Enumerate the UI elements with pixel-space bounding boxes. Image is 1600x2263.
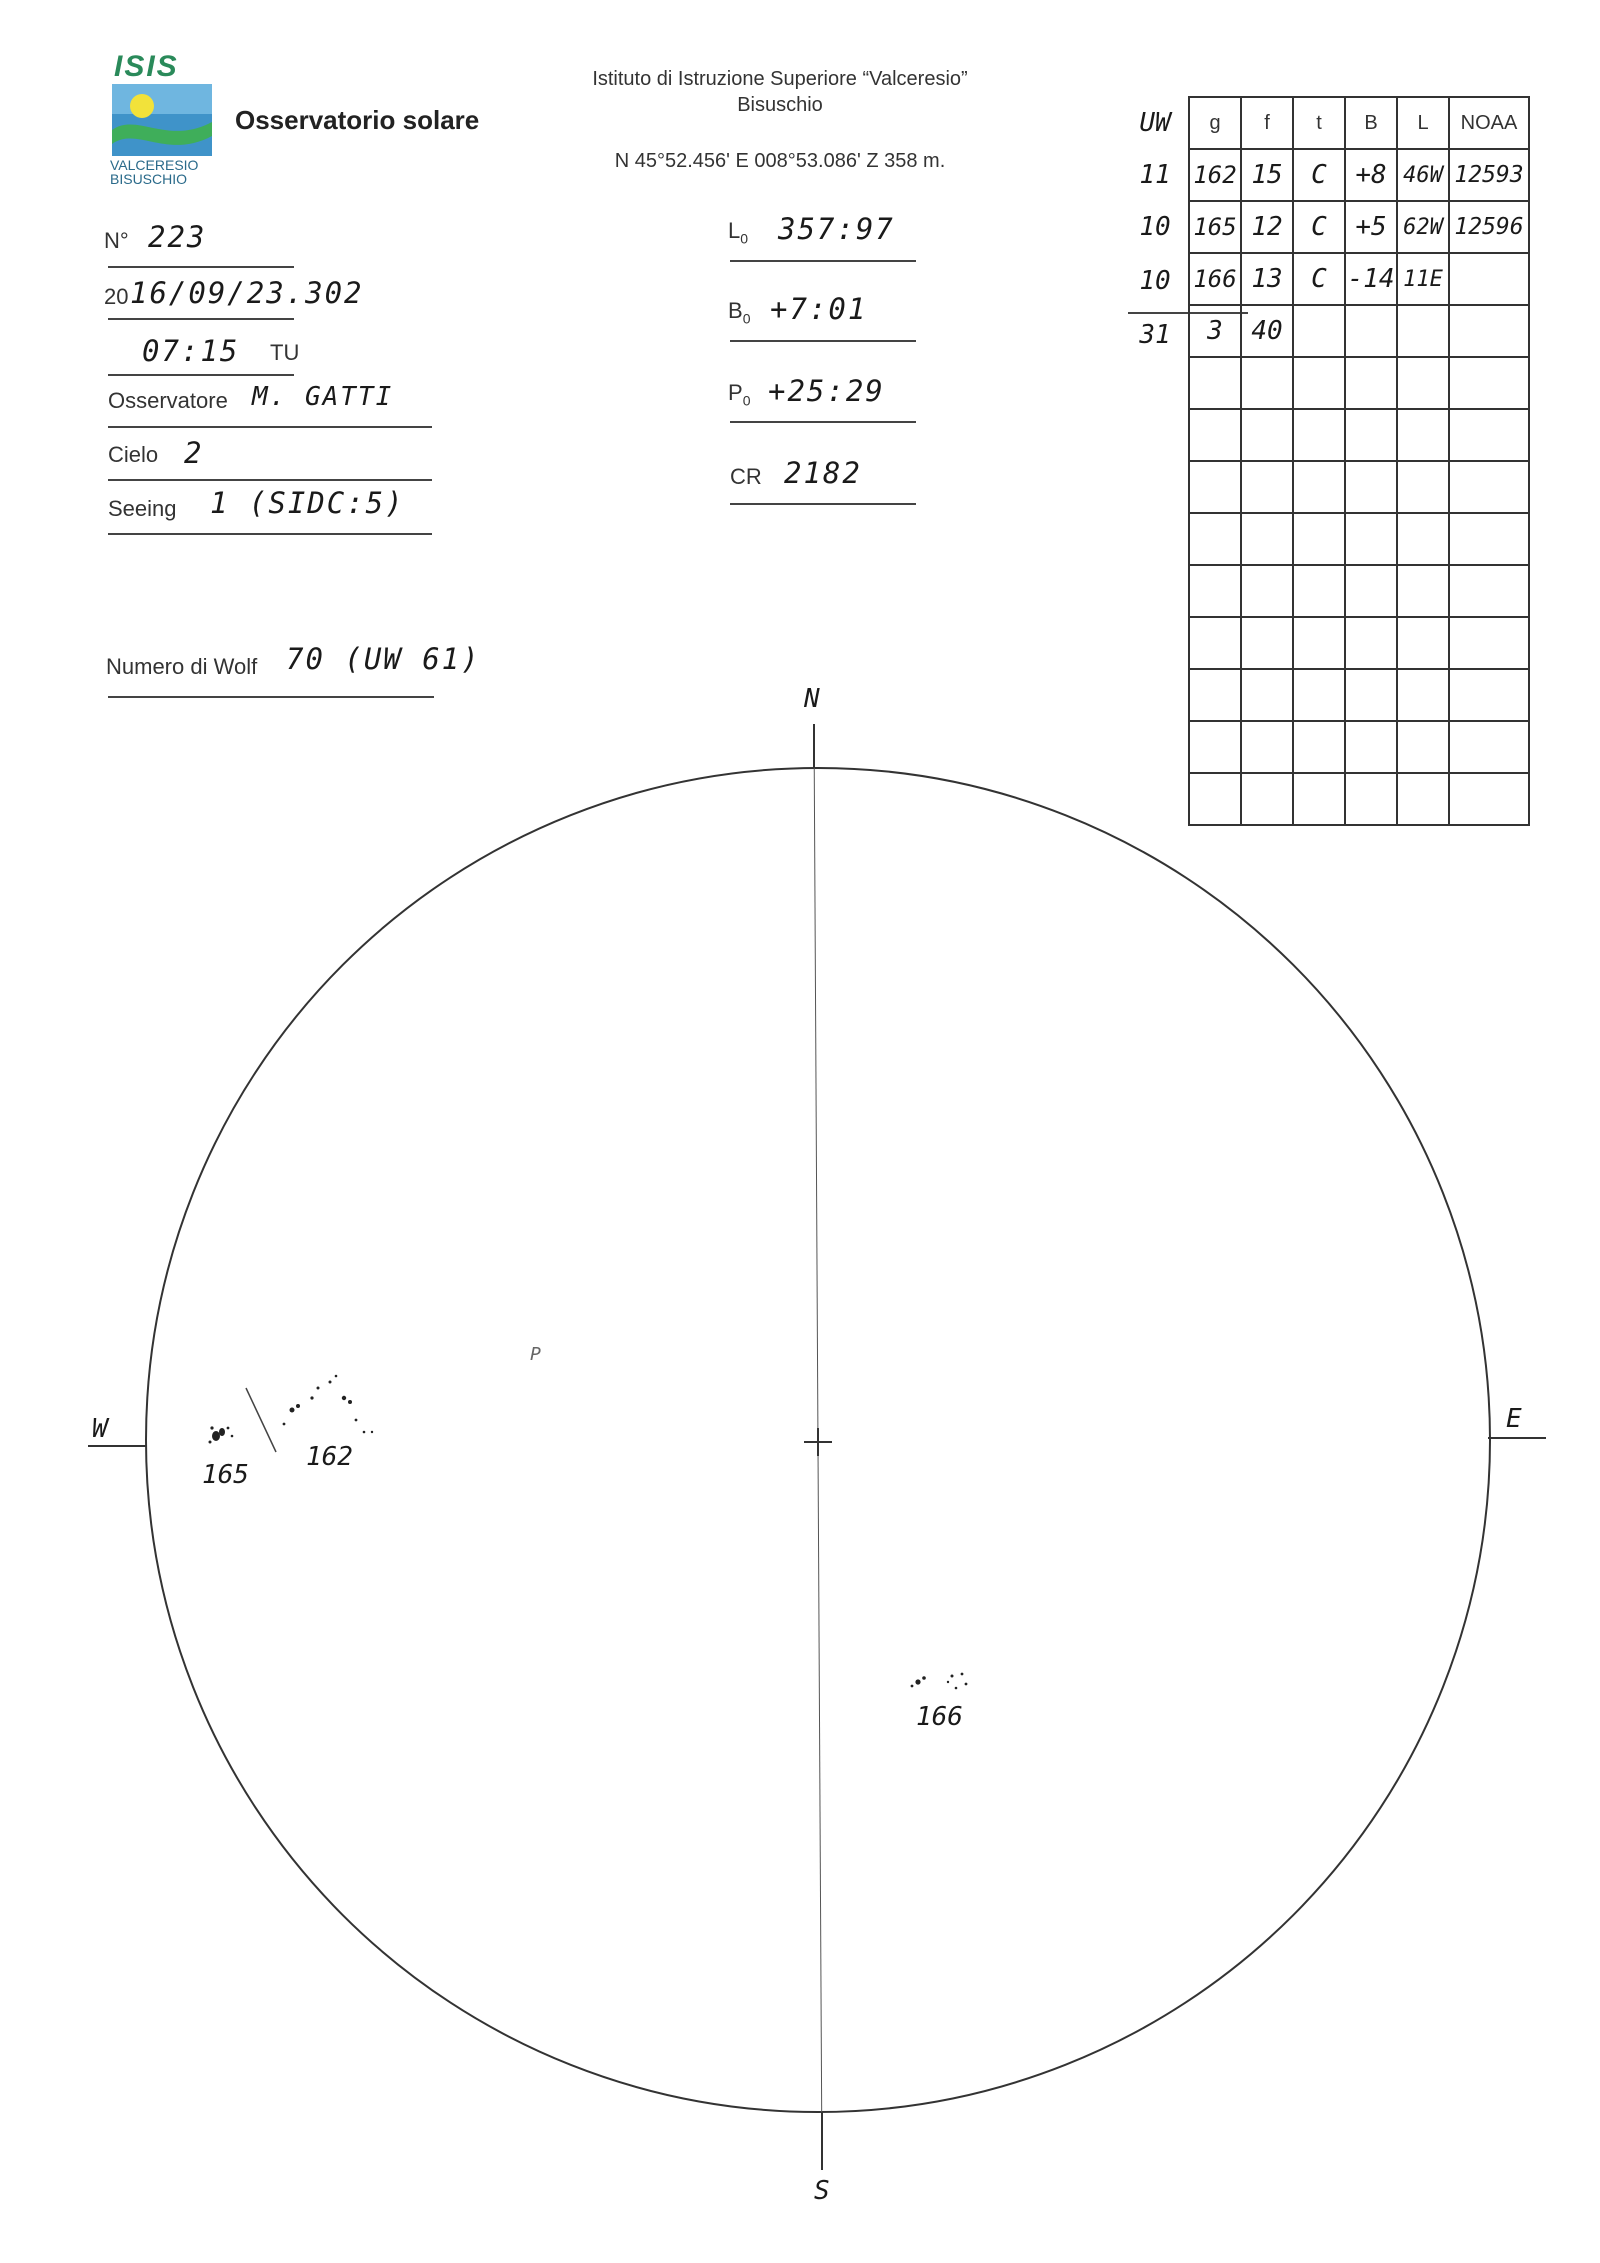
seeing-label: Seeing [108,496,177,521]
cell-b: -14 [1345,253,1397,305]
north-label: N [804,684,820,714]
cell-noaa: 12596 [1449,201,1529,253]
seeing-value: 1 (SIDC:5) [210,486,405,520]
cell-g: 166 [1189,253,1241,305]
uw-total: 31 [1139,320,1171,350]
header-l: L [1397,97,1449,149]
cell-l: 11E [1397,253,1449,305]
b0-letter: B [728,298,743,323]
east-label: E [1506,1404,1522,1434]
cell-f: 13 [1241,253,1293,305]
sunspot-group-162 [283,1375,374,1434]
number-label: N° [104,228,129,253]
group-separator [246,1388,276,1452]
cell-l: 62W [1397,201,1449,253]
cell-t: C [1293,253,1345,305]
sky-label: Cielo [108,442,159,467]
p0-value: +25:29 [768,374,885,408]
header-noaa: NOAA [1449,97,1529,149]
number-value: 223 [148,220,207,254]
p-mark: P [530,1344,541,1365]
west-label: W [92,1414,108,1444]
total-g: 3 [1189,305,1241,357]
logo-text: ISIS [114,50,179,83]
header-t: t [1293,97,1345,149]
cell-b: +5 [1345,201,1397,253]
cell-l: 46W [1397,149,1449,201]
l0-subscript: 0 [740,230,749,247]
cell-noaa: 12593 [1449,149,1529,201]
sky-value: 2 [184,436,204,470]
time-unit: TU [270,340,300,365]
date-prefix: 20 [104,284,129,309]
group-label-162: 162 [306,1442,353,1472]
uw-row-3: 10 [1139,266,1171,296]
institute-city: Bisuschio [737,94,823,116]
header-f: f [1241,97,1293,149]
cr-label: CR [730,464,762,489]
page-title: Osservatorio solare [235,105,480,135]
header-g: g [1189,97,1241,149]
b0-subscript: 0 [742,310,751,327]
cell-b: +8 [1345,149,1397,201]
cr-value: 2182 [784,456,862,490]
total-f: 40 [1241,305,1293,357]
group-label-166: 166 [916,1702,963,1732]
time-value: 07:15 [142,334,240,368]
cell-g: 162 [1189,149,1241,201]
group-label-165: 165 [202,1460,249,1490]
south-label: S [814,2176,830,2206]
date-value: 16/09/23.302 [130,276,364,310]
observatory-coordinates: N 45°52.456' E 008°53.086' Z 358 m. [614,150,946,172]
logo-subtitle-1: VALCERESIO [110,157,199,173]
l0-letter: L [728,218,741,243]
p0-letter: P [728,380,743,405]
wolf-value: 70 (UW 61) [286,642,481,676]
logo-subtitle-2: BISUSCHIO [110,171,188,187]
uw-header: UW [1139,108,1171,138]
cell-t: C [1293,201,1345,253]
l0-value: 357:97 [778,212,895,246]
cell-t: C [1293,149,1345,201]
uw-row-2: 10 [1139,212,1171,242]
b0-value: +7:01 [770,292,868,326]
observer-label: Osservatore [108,388,228,413]
sunspot-group-166 [911,1673,968,1690]
cell-f: 15 [1241,149,1293,201]
uw-row-1: 11 [1139,160,1171,190]
wolf-label: Numero di Wolf [106,654,258,679]
cell-g: 165 [1189,201,1241,253]
p0-subscript: 0 [742,392,751,409]
institute-name: Istituto di Istruzione Superiore “Valceresio” [592,68,968,90]
header-b: B [1345,97,1397,149]
sunspot-group-165 [209,1426,234,1443]
cell-f: 12 [1241,201,1293,253]
observer-value: M. GATTI [252,382,394,412]
